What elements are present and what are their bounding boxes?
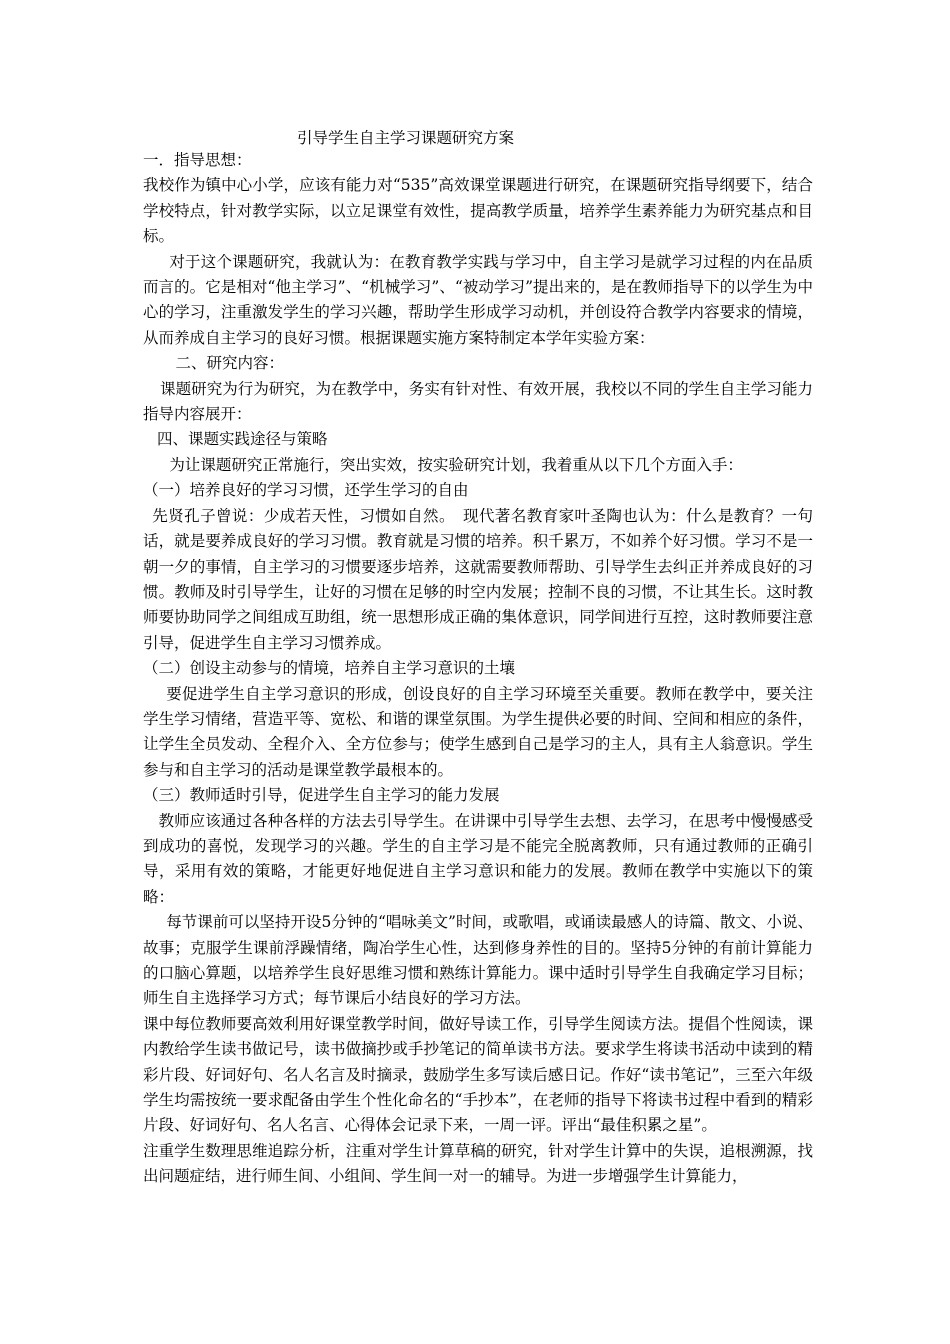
- paragraph: 为让课题研究正常施行，突出实效，按实验研究计划，我着重从以下几个方面入手：: [169, 455, 743, 474]
- paragraph: 课中每位教师要高效利用好课堂教学时间，做好导读工作，引导学生阅读方法。提倡个性阅读，课内教给学生读书做记号，读书做摘抄或手抄笔记的简单读书方法。要求学生将读书活动中读到的精彩片段、好词好句、名人名言及时摘录，鼓励学生多写读后感日记。作好“读书笔记”，三至六年级学生均需按统一要求配备由学生个性化命名的“手抄本”，在老师的指导下将读书过程中看到的精彩片段、好词好句、名人名言、心得体会记录下来，一周一评。评出“最佳积累之星”。: [143, 1014, 813, 1135]
- section-heading: （三）教师适时引导，促进学生自主学习的能力发展: [143, 786, 500, 805]
- paragraph: 先贤孔子曾说：少成若天性，习惯如自然。 现代著名教育家叶圣陶也认为：什么是教育？一句话，就是要养成良好的学习习惯。教育就是习惯的培养。积千累万，不如养个好习惯。学习不是一朝一夕的事情，自主学习的习惯要逐步培养，这就需要教师帮助、引导学生去纠正并养成良好的习惯。教师及时引导学生，让好的习惯在足够的时空内发展；控制不良的习惯，不让其生长。这时教师要协助同学之间组成互助组，统一思想形成正确的集体意识，同学间进行互控，这时教师要注意引导，促进学生自主学习习惯养成。: [143, 506, 813, 652]
- paragraph: 对于这个课题研究，我就认为：在教育教学实践与学习中，自主学习是就学习过程的内在品质而言的。它是相对“他主学习”、“机械学习”、“被动学习”提出来的，是在教师指导下的以学生为中心的学习，注重激发学生的学习兴趣，帮助学生形成学习动机，并创设符合教学内容要求的情境，从而养成自主学习的良好习惯。根据课题实施方案特制定本学年实验方案：: [143, 252, 813, 347]
- paragraph: 课题研究为行为研究，为在教学中，务实有针对性、有效开展，我校以不同的学生自主学习能力指导内容展开：: [143, 379, 813, 424]
- section-heading: 二、研究内容：: [175, 354, 285, 373]
- paragraph: 注重学生数理思维追踪分析，注重对学生计算草稿的研究，针对学生计算中的失误，追根溯源，找出问题症结，进行师生间、小组间、学生间一对一的辅导。为进一步增强学生计算能力，: [143, 1141, 813, 1186]
- paragraph: 要促进学生自主学习意识的形成，创设良好的自主学习环境至关重要。教师在教学中，要关注学生学习情绪，营造平等、宽松、和谐的课堂氛围。为学生提供必要的时间、空间和相应的条件，让学生全员发动、全程介入、全方位参与；使学生感到自己是学习的主人，具有主人翁意识。学生参与和自主学习的活动是课堂教学最根本的。: [143, 684, 813, 779]
- document-title: 引导学生自主学习课题研究方案: [297, 129, 515, 147]
- paragraph: 教师应该通过各种各样的方法去引导学生。在讲课中引导学生去想、去学习，在思考中慢慢感受到成功的喜悦，发现学习的兴趣。学生的自主学习是不能完全脱离教师，只有通过教师的正确引导，采用有效的策略，才能更好地促进自主学习意识和能力的发展。教师在教学中实施以下的策略：: [143, 811, 813, 906]
- section-heading: 四、课题实践途径与策略: [156, 430, 328, 449]
- paragraph: 每节课前可以坚持开设5分钟的“唱咏美文”时间，或歌唱，或诵读最感人的诗篇、散文、小说、故事；克服学生课前浮躁情绪，陶冶学生心性，达到修身养性的目的。坚持5分钟的有前计算能力的口脑心算题，以培养学生良好思维习惯和熟练计算能力。课中适时引导学生自我确定学习目标；师生自主选择学习方式；每节课后小结良好的学习方法。: [143, 913, 813, 1008]
- document-body: [143, 148, 813, 1190]
- section-heading: （二）创设主动参与的情境，培养自主学习意识的土壤: [143, 659, 516, 678]
- paragraph: 我校作为镇中心小学，应该有能力对“535”高效课堂课题进行研究，在课题研究指导纲要下，结合学校特点，针对教学实际，以立足课堂有效性，提高教学质量，培养学生素养能力为研究基点和目标。: [143, 176, 813, 246]
- section-heading: （一）培养良好的学习习惯，还学生学习的自由: [143, 481, 469, 500]
- section-heading: 一．指导思想：: [143, 151, 252, 169]
